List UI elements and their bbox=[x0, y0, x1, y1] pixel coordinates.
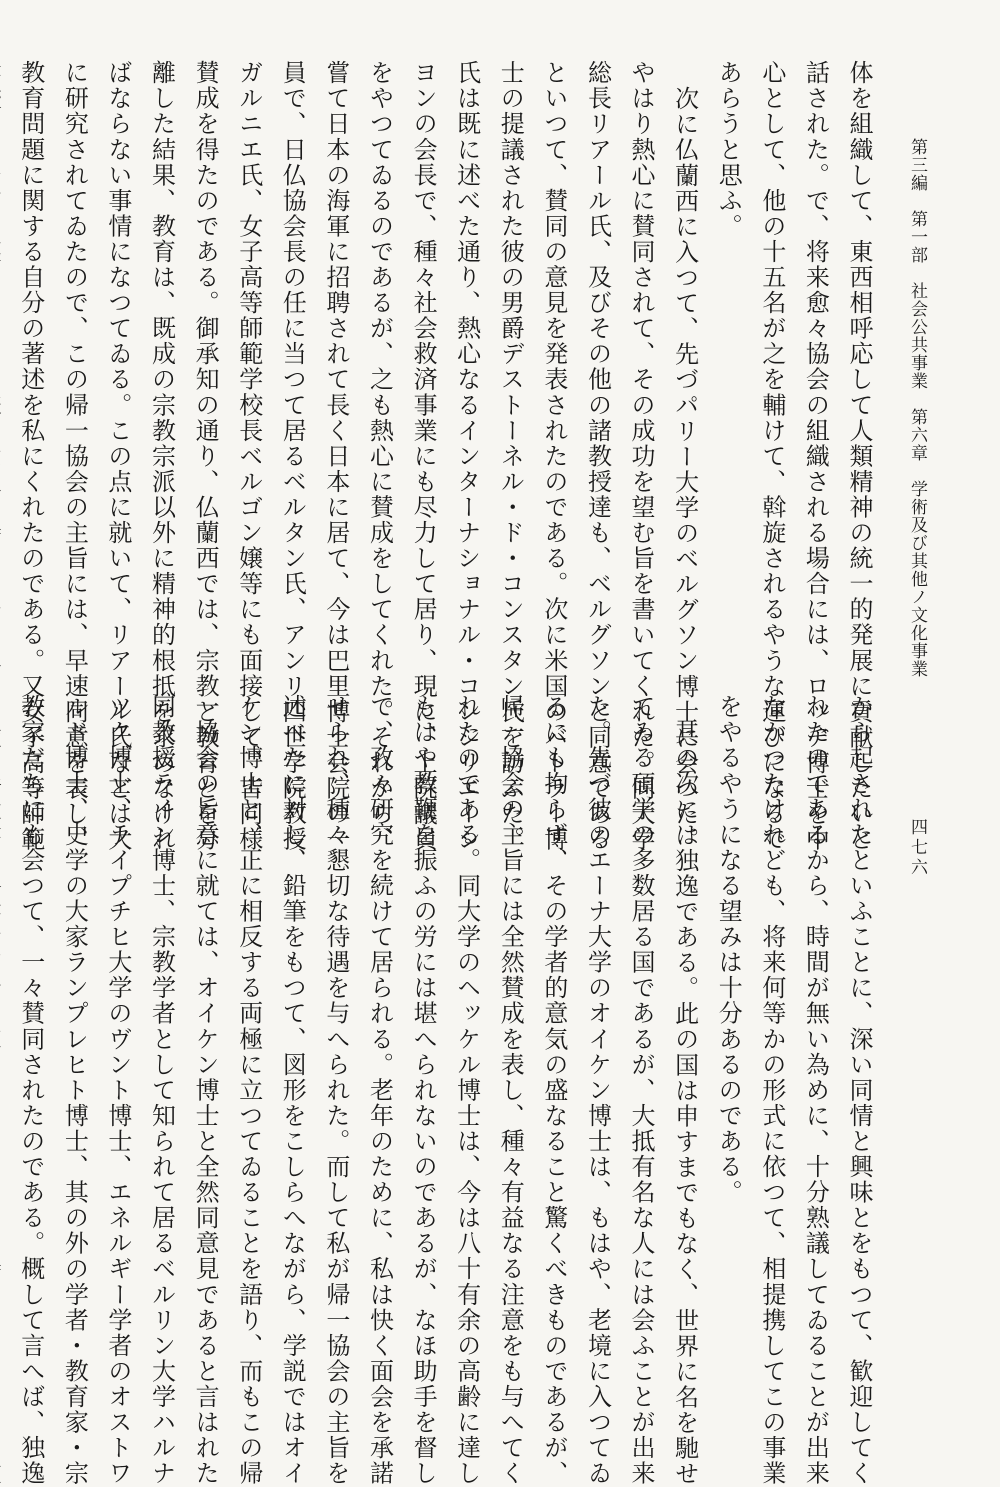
text-line: 士の提議された彼の男爵デストーネル・ド・コンスタン氏を訪ふた。 bbox=[496, 60, 525, 853]
text-line: 心として、他の十五名が之を輔けて、斡旋されるやうな運びになるで bbox=[757, 60, 786, 853]
text-line bbox=[0, 60, 8, 660]
text-line: れたのであるから、時間が無い為めに、十分熟議してゐることが出来 bbox=[801, 694, 830, 1487]
text-line: てゐる碩学の多数居る国であるが、大抵有名な人には会ふことが出来 bbox=[627, 694, 656, 1487]
text-line: て、孜々研究を続けて居られる。老年のために、私は快く面会を承諾 bbox=[365, 694, 394, 1487]
text-line: ツク博士、ライプチヒ大学のヴント博士、エネルギー学者のオストワ bbox=[103, 694, 132, 1487]
text-line: やはり熱心に賛同されて、その成功を望む旨を書いてくれた。同大学 bbox=[627, 60, 656, 853]
text-line: 体を組織して、東西相呼応して人類精神の統一的発展に貢献したいと bbox=[845, 60, 873, 853]
text-line: をやつてゐるのであるが、之も熱心に賛成をしてくれた。それから、 bbox=[365, 60, 394, 853]
text-line: 賛成を得たのである。御承知の通り、仏蘭西では、宗教と教育とを分 bbox=[191, 60, 220, 853]
text-line: 総長リアール氏、及びその他の諸教授達も、ベルグソンと同意である bbox=[583, 60, 612, 853]
text-line: るにも拘らず、その学者的意気の盛なること驚くべきものであるが、 bbox=[539, 694, 568, 1487]
text-line: あらうと思ふ。 bbox=[714, 60, 743, 239]
page-number: 四七六 bbox=[907, 818, 927, 878]
text-line: から起されたといふことに、深い同情と興味とをもつて、歓迎してく bbox=[845, 694, 873, 1487]
text-line: 氏は既に述べた通り、熱心なるインターナショナル・コンシリエーシ bbox=[452, 60, 481, 853]
text-line: をやるやうになる望みは十分あるのである。 bbox=[714, 694, 743, 1205]
text-line: 述べたに対し、鉛筆をもつて、図形をこしらへながら、学説ではオイ bbox=[278, 694, 307, 1487]
text-line: 員で、日仏協会長の任に当つて居るベルタン氏、アンリ四世学院教授 bbox=[278, 60, 307, 853]
text-line: 教家だちにも会つて、一々賛同されたのである。概して言へば、独逸 bbox=[16, 694, 45, 1487]
text-line: せられ、種々懇切な待遇を与へられた。而して私が帰一協会の主旨を bbox=[321, 694, 350, 1487]
text-line: といつて、賛同の意見を発表されたのである。次に米国のバトラー博 bbox=[539, 60, 568, 853]
running-header: 第三編 第一部 社会公共事業 第六章 学術及び其他ノ文化事業 bbox=[907, 138, 927, 678]
text-line: ケン博士と、正に相反する両極に立つてゐることを語り、而もこの帰 bbox=[234, 694, 263, 1487]
text-line: れたのである。同大学のヘッケル博士は、今は八十有余の高齢に達し bbox=[452, 694, 481, 1487]
text-line: 帰一協会の主旨には全然賛成を表し、種々有益なる注意をも与へてく bbox=[496, 694, 525, 1487]
text-line: ヨンの会長で、種々社会救済事業にも尽力して居り、現に、上院議員 bbox=[409, 60, 438, 853]
text-line: 同教授ライン博士、宗教学者として知られて居るベルリン大学ハルナ bbox=[147, 694, 176, 1487]
text-line: 離した結果、教育は、既成の宗教宗派以外に精神的根抵を求めなけれ bbox=[147, 60, 176, 853]
text-line: 次に仏蘭西に入つて、先づパリー大学のベルグソン博士に会つた。 bbox=[670, 86, 699, 853]
lower-text-block bbox=[16, 694, 880, 1487]
text-line: 教育問題に関する自分の著述を私にくれたのである。又女子高等師範 bbox=[16, 60, 45, 853]
text-line bbox=[0, 694, 8, 1304]
text-line: た。先づ彼のエーナ大学のオイケン博士は、もはや、老境に入つてゐ bbox=[583, 694, 612, 1487]
text-line: 一協会の旨意に就ては、オイケン博士と全然同意見であると言はれた bbox=[191, 694, 220, 1487]
upper-text-block bbox=[16, 60, 880, 853]
text-line: ばならない事情になつてゐる。この点に就いて、リアール氏などは大 bbox=[103, 60, 132, 853]
text-line: に研究されてゐたので、この帰一協会の主旨には、早速同意を表し、 bbox=[60, 60, 89, 853]
text-line: ガルニエ氏、女子高等師範学校長ベルゴン嬢等にも面接して、皆同様 bbox=[234, 60, 263, 853]
text-line: 嘗て日本の海軍に招聘されて長く日本に居て、今は巴里博士会院の一 bbox=[321, 60, 350, 853]
text-line: なかつたけれども、将来何等かの形式に依つて、相提携してこの事業 bbox=[757, 694, 786, 1487]
text-line: ルド博士、史学の大家ランプレヒト博士、其の外の学者・教育家・宗 bbox=[60, 694, 89, 1487]
text-line: 話された。で、将来愈々協会の組織される場合には、ロッヂ博士を中 bbox=[801, 60, 830, 853]
text-line: もはや教鞭を振ふの労には堪へられないのであるが、なほ助手を督し bbox=[409, 694, 438, 1487]
text-line: 其の次には独逸である。此の国は申すまでもなく、世界に名を馳せ bbox=[670, 720, 699, 1487]
